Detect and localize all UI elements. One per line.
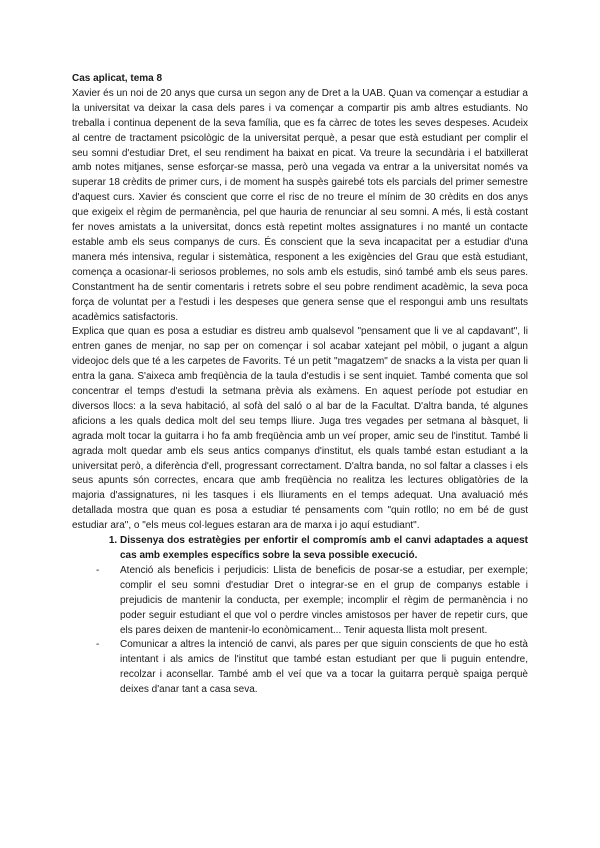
dash-marker: - [96,639,100,651]
question-list [72,534,528,564]
answer-list [72,564,528,698]
dash-marker: - [96,564,100,576]
answer-text-2: Comunicar a altres la intenció de canvi, als pares per que siguin conscients de que ho està intentant i als amics de l'institut que també estan estudiant per que li puguin entendre, recolzar i aconsellar. També amb el veí que va a tocar la guitarra perquè spaiga perquè deixes d'anar tant a casa seva. [120,639,528,696]
answer-item-2 [96,638,528,698]
answer-item-1 [96,564,528,639]
answer-text-1: Atenció als beneficis i perjudicis: Llista de beneficis de posar-se a estudiar, per exemple; complir el seu somni d'estudiar Dret o integrar-se en el grup de companys estable i prejudicis de mantenir la conducta, per exemple; incomplir el règim de permanència i no poder seguir estudiant el que vol o perdre vincles amistosos per haver de repetir curs, que els pares deixen de mantenir-lo econòmicament... Tenir aquesta llista molt present. [120,564,528,636]
case-paragraph-2: Explica que quan es posa a estudiar es distreu amb qualsevol "pensament que li ve al capdavant", li entren ganes de menjar, no sap per on començar i sol acabar xatejant pel mòbil, o jugant a algun videojoc dels que té a les carpetes de Favorits. Té un petit "magatzem" de snacks a la vista per quan li entra la gana. S'aixeca amb freqüència de la taula d'estudis i se sent inquiet. També comenta que sol concentrar el temps d'estudi la setmana prèvia als exàmens. En aquest període pot estudiar en diversos llocs: a la seva habitació, al sofà del saló o al bar de la Facultat. D'altra banda, té algunes aficions a les quals dedica molt del seu temps lliure. Juga tres vegades per setmana al bàsquet, li agrada molt tocar la guitarra i ho fa amb freqüència amb un veí proper, amic seu de l'institut. També li agrada molt quedar amb els seus antics companys d'institut, els quals també estan estudiant a la universitat però, a diferència d'ell, progressant correctament. D'altra banda, no sol faltar a classes i els seus apunts són correctes, encara que amb freqüència no realitza les lectures obligatòries de la majoria d'assignatures, ni les tasques i els lliuraments en el temps adequat. Una avaluació més detallada mostra que quan es posa a estudiar té pensaments com "quin rotllo; no em bé de gust estudiar ara", o "els meus col·legues estaran ara de marxa i jo aquí estudiant". [72,326,528,532]
question-item: 1. Dissenya dos estratègies per enfortir el compromís amb el canvi adaptades a aquest cas amb exemples específics sobre la seva possible execució. [120,534,528,564]
case-paragraph-1: Xavier és un noi de 20 anys que cursa un segon any de Dret a la UAB. Quan va començar a estudiar a la universitat va deixar la casa dels pares i va començar a compartir pis amb altres estudiants. No treballa i continua depenent de la seva família, que es fa càrrec de totes les seves despeses. Acudeix al centre de tractament psicològic de la universitat perquè, a pesar que està estudiant per complir el seu somni d'estudiar Dret, el seu rendiment ha baixat en picat. Va treure la secundària i el batxillerat amb notes mitjanes, sense esforçar-se massa, però una vegada va entrar a la universitat només va superar 18 crèdits de primer curs, i de moment ha suspès gairebé tots els parcials del primer semestre d'aquest curs. Xavier és conscient que corre el risc de no treure el mínim de 30 crèdits en dos anys que exigeix el règim de permanència, pel que hauria de renunciar al seu somni. A més, li està costant fer noves amistats a la universitat, doncs està repetint moltes assignatures i no manté un contacte estable amb els seus companys de curs. És conscient que la seva incapacitat per a estudiar d'una manera més intensiva, regular i sistemàtica, responent a les exigències del Grau que està estudiant, comença a ocasionar-li seriosos problemes, no sols amb els estudis, sinó també amb els seus pares. Constantment ha de sentir comentaris i retrets sobre el seu pobre rendiment acadèmic, la seva poca força de voluntat per a l'estudi i les despeses que genera sense que el respongui amb uns resultats acadèmics satisfactoris. [72,87,528,323]
document-title: Cas aplicat, tema 8 [72,73,163,84]
document-page [72,72,528,698]
